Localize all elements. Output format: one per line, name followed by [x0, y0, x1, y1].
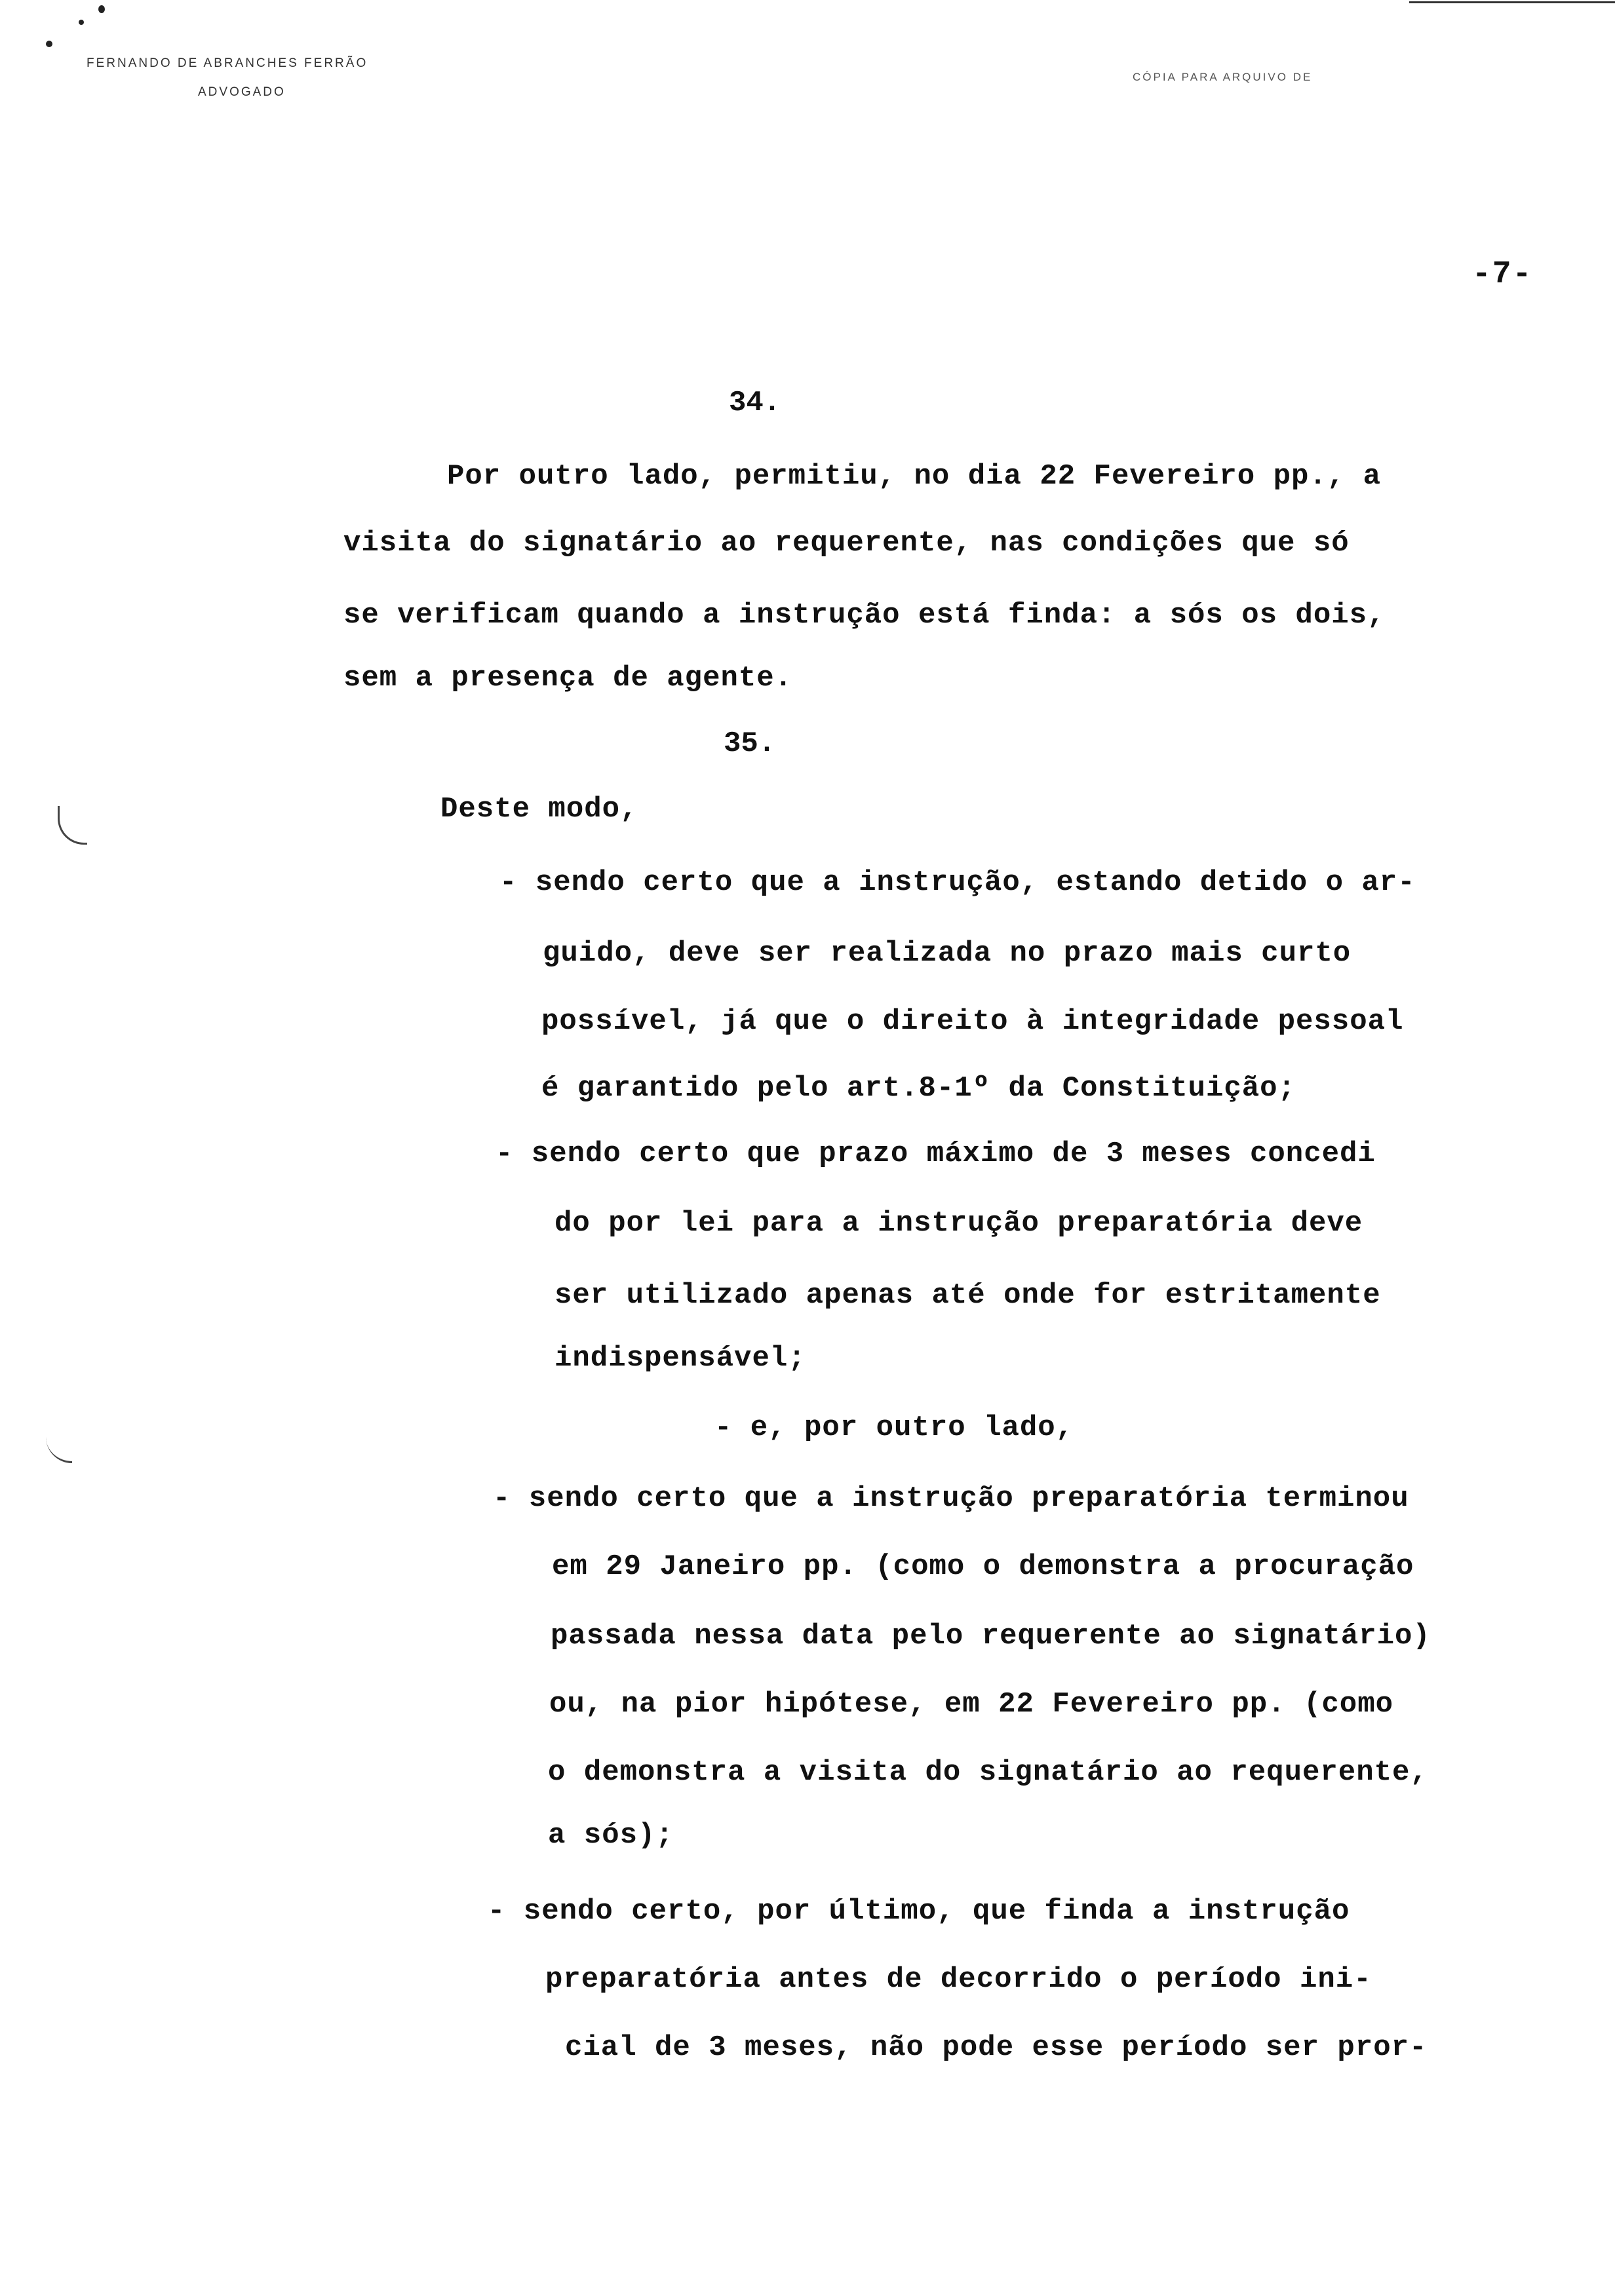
letterhead-title: ADVOGADO: [198, 85, 286, 99]
body-line: visita do signatário ao requerente, nas condições que só: [343, 527, 1350, 560]
bullet-line: é garantido pelo art.8-1º da Constituição;: [541, 1072, 1296, 1105]
punch-hole-mark: [58, 806, 87, 845]
bullet-line: cial de 3 meses, não pode esse período ser pror-: [565, 2031, 1428, 2064]
bullet-line: o demonstra a visita do signatário ao requerente,: [548, 1756, 1428, 1789]
bullet-line: a sós);: [548, 1819, 674, 1852]
body-line: sem a presença de agente.: [343, 662, 793, 695]
archive-note: CÓPIA PARA ARQUIVO DE: [1133, 71, 1313, 83]
bullet-line: - sendo certo que a instrução preparatória terminou: [493, 1482, 1409, 1515]
punch-hole-mark: [46, 1435, 72, 1463]
bullet-line: indispensável;: [555, 1342, 806, 1375]
bullet-line: - sendo certo que prazo máximo de 3 meses concedi: [496, 1138, 1376, 1170]
letterhead-name: FERNANDO DE ABRANCHES FERRÃO: [87, 56, 368, 70]
paragraph-number: 35.: [724, 727, 776, 760]
corner-speck: [79, 20, 84, 25]
bullet-line: - sendo certo, por último, que finda a instrução: [488, 1895, 1350, 1928]
bullet-line: do por lei para a instrução preparatória deve: [555, 1207, 1363, 1240]
bullet-line: ou, na pior hipótese, em 22 Fevereiro pp. (como: [549, 1688, 1394, 1721]
page-number: -7-: [1472, 257, 1533, 292]
body-line: se verificam quando a instrução está finda: a sós os dois,: [343, 599, 1386, 632]
paragraph-number: 34.: [729, 387, 781, 419]
connector-line: - e, por outro lado,: [714, 1411, 1074, 1444]
paragraph-intro: Deste modo,: [440, 793, 638, 826]
bullet-line: guido, deve ser realizada no prazo mais curto: [543, 937, 1352, 970]
bullet-line: passada nessa data pelo requerente ao signatário): [551, 1620, 1431, 1653]
corner-speck: [98, 5, 105, 13]
bullet-line: em 29 Janeiro pp. (como o demonstra a procuração: [552, 1550, 1414, 1583]
bullet-line: preparatória antes de decorrido o período ini-: [545, 1963, 1372, 1996]
bullet-line: ser utilizado apenas até onde for estritamente: [555, 1279, 1381, 1312]
bullet-line: - sendo certo que a instrução, estando detido o ar-: [499, 866, 1416, 899]
body-line: Por outro lado, permitiu, no dia 22 Fevereiro pp., a: [447, 460, 1382, 493]
top-edge-line: [1409, 1, 1615, 3]
bullet-line: possível, já que o direito à integridade pessoal: [541, 1005, 1404, 1038]
corner-speck: [46, 41, 52, 47]
